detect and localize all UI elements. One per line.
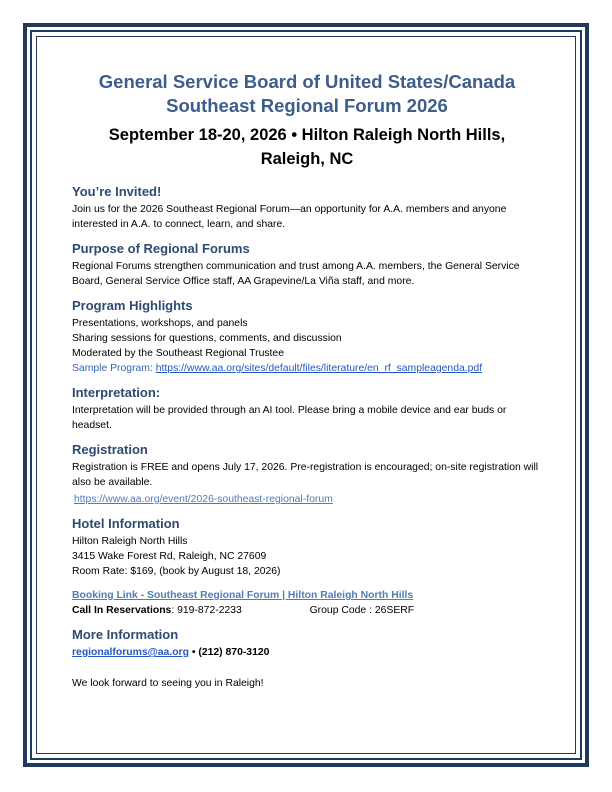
- registration-link[interactable]: https://www.aa.org/event/2026-southeast-regional-forum: [74, 494, 333, 505]
- booking-link[interactable]: Booking Link - Southeast Regional Forum | Hilton Raleigh North Hills: [72, 590, 414, 601]
- program-item-1: Presentations, workshops, and panels: [72, 318, 248, 329]
- contact-row: [72, 645, 542, 660]
- event-line-1: September 18-20, 2026 • Hilton Raleigh North Hills,: [108, 126, 506, 144]
- purpose-body: Regional Forums strengthen communication and trust among A.A. members, the General Service Board, General Service Office staff, AA Grapevine/La Viña staff, and more.: [72, 261, 520, 287]
- call-number: : 919-872-2233: [171, 605, 242, 616]
- registration-heading: Registration: [72, 442, 148, 457]
- purpose-heading: Purpose of Regional Forums: [72, 241, 250, 256]
- title-line-1: General Service Board of United States/Canada: [98, 71, 516, 92]
- email-link[interactable]: regionalforums@aa.org: [72, 647, 189, 658]
- program-item-3: Moderated by the Southeast Regional Trustee: [72, 348, 284, 359]
- hotel-name: Hilton Raleigh North Hills: [72, 536, 188, 547]
- flyer-content: [72, 70, 542, 691]
- invited-body: Join us for the 2026 Southeast Regional Forum—an opportunity for A.A. members and anyone interested in A.A. to connect, learn, and share.: [72, 204, 507, 230]
- invited-heading: You’re Invited!: [72, 184, 162, 199]
- hotel-rate: Room Rate: $169, (book by August 18, 2026): [72, 566, 281, 577]
- hotel-heading: Hotel Information: [72, 516, 180, 531]
- title-line-2: Southeast Regional Forum 2026: [166, 95, 448, 116]
- booking-link-row: [72, 588, 542, 603]
- section-interpretation: [72, 385, 542, 433]
- reservations-row: [72, 603, 542, 618]
- more-info-heading: More Information: [72, 627, 179, 642]
- phone-number: • (212) 870-3120: [188, 647, 270, 658]
- sample-program-label: Sample Program:: [72, 363, 153, 374]
- registration-body: Registration is FREE and opens July 17, 2026. Pre-registration is encouraged; on-site registration will also be available.: [72, 462, 539, 488]
- section-registration: [72, 442, 542, 507]
- program-item-2: Sharing sessions for questions, comments, and discussion: [72, 333, 342, 344]
- registration-link-row: [72, 492, 542, 507]
- program-heading: Program Highlights: [72, 298, 193, 313]
- closing-text: We look forward to seeing you in Raleigh!: [72, 678, 264, 689]
- event-line-2: Raleigh, NC: [260, 150, 354, 168]
- section-program: [72, 298, 542, 376]
- interpretation-heading: Interpretation:: [72, 385, 161, 400]
- section-invited: [72, 184, 542, 232]
- group-code: Group Code : 26SERF: [309, 605, 415, 616]
- interpretation-body: Interpretation will be provided through an AI tool. Please bring a mobile device and ear buds or headset.: [72, 405, 507, 431]
- section-hotel: [72, 516, 542, 618]
- section-more-info: [72, 627, 542, 660]
- sample-program-row: [72, 361, 542, 376]
- section-purpose: [72, 241, 542, 289]
- sample-program-link[interactable]: https://www.aa.org/sites/default/files/literature/en_rf_sampleagenda.pdf: [155, 363, 483, 374]
- hotel-address: 3415 Wake Forest Rd, Raleigh, NC 27609: [72, 551, 267, 562]
- call-label: Call In Reservations: [72, 605, 172, 616]
